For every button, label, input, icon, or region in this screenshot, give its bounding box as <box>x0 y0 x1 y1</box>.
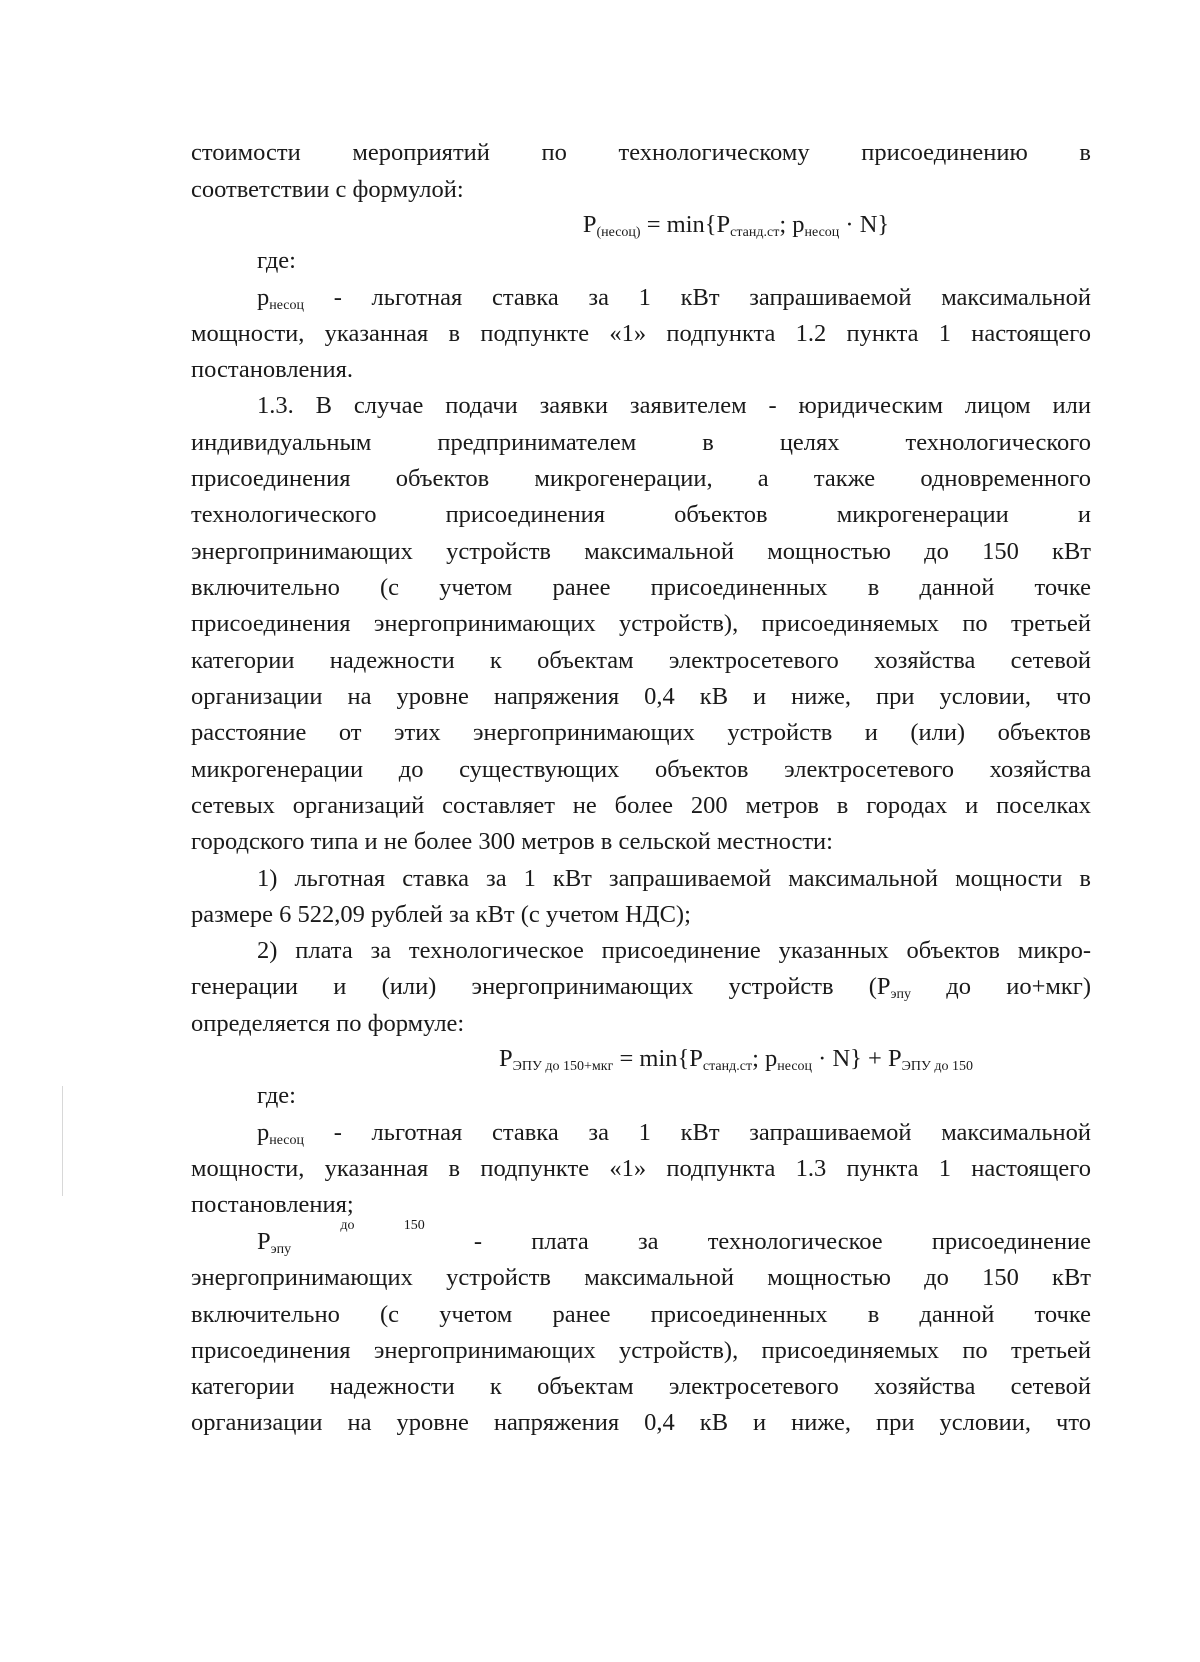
formula-2: $P_{ЭПУ до 150+мкг} = \min\{P_{станд.ст}$; $p_{несоц} \cdot N\} + P_{ЭПУ до 150}$ <box>499 1045 973 1074</box>
text-line: присоединения энергопринимающих устройств), присоединяемых по третьей <box>191 1337 1091 1364</box>
text-line: присоединения объектов микрогенерации, а также одновременного <box>191 465 1091 492</box>
text-line: технологического присоединения объектов микрогенерации и <box>191 501 1091 528</box>
text-line: организации на уровне напряжения 0,4 кВ и ниже, при условии, что <box>191 1409 1091 1436</box>
text-line: городского типа и не более 300 метров в сельской местности: <box>191 828 833 855</box>
text-line: категории надежности к объектам электросетевого хозяйства сетевой <box>191 647 1091 674</box>
text-line: энергопринимающих устройств максимальной мощностью до 150 кВт <box>191 538 1091 565</box>
item-1-line: 1) льготная ставка за 1 кВт запрашиваемой максимальной мощности в <box>257 865 1091 892</box>
where-label: где: <box>257 1082 296 1109</box>
text-line: расстояние от этих энергопринимающих устройств и (или) объектов <box>191 719 1091 746</box>
formula-1: $P_{(несоц)} = \min\{P_{станд.ст}$; $p_{несоц} \cdot N$} <box>582 211 890 240</box>
text-line: стоимости мероприятий по технологическому присоединению в <box>191 139 1091 166</box>
text-line: соответствии с формулой: <box>191 176 464 203</box>
text-line: индивидуальным предпринимателем в целях технологического <box>191 429 1091 456</box>
item-2-line: 2) плата за технологическое присоединение указанных объектов микро- <box>257 937 1091 964</box>
text-line: присоединения энергопринимающих устройств), присоединяемых по третьей <box>191 610 1091 637</box>
where-label: где: <box>257 247 296 274</box>
scan-artifact <box>62 1086 63 1196</box>
text-line: категории надежности к объектам электросетевого хозяйства сетевой <box>191 1373 1091 1400</box>
text-line: мощности, указанная в подпункте «1» подпункта 1.3 пункта 1 настоящего <box>191 1155 1091 1182</box>
text-line: организации на уровне напряжения 0,4 кВ и ниже, при условии, что <box>191 683 1091 710</box>
text-line: определяется по формуле: <box>191 1010 465 1037</box>
text-line: микрогенерации до существующих объектов электросетевого хозяйства <box>191 756 1091 783</box>
definition-line: $p_{несоц}$ - льготная ставка за 1 кВт запрашиваемой максимальной <box>257 284 1091 313</box>
text-line: включительно (с учетом ранее присоединенных в данной точке <box>191 1301 1091 1328</box>
section-1-3-line: 1.3. В случае подачи заявки заявителем - юридическим лицом или <box>257 392 1091 419</box>
text-line: сетевых организаций составляет не более 200 метров в городах и поселках <box>191 792 1091 819</box>
text-line: энергопринимающих устройств максимальной мощностью до 150 кВт <box>191 1264 1091 1291</box>
text-line: генерации и (или) энергопринимающих устройств ($P_{эпу}$ до ио+мкг) <box>191 973 1091 1002</box>
definition-line: $p_{несоц}$ - льготная ставка за 1 кВт запрашиваемой максимальной <box>257 1119 1091 1148</box>
definition-line: $P_{эпу}$ до 150 - плата за технологическое присоединение <box>257 1218 1091 1257</box>
text-line: включительно (с учетом ранее присоединенных в данной точке <box>191 574 1091 601</box>
text-line: постановления; <box>191 1191 354 1218</box>
text-line: размере 6 522,09 рублей за кВт (с учетом НДС); <box>191 901 691 928</box>
text-line: постановления. <box>191 356 354 383</box>
text-line: мощности, указанная в подпункте «1» подпункта 1.2 пункта 1 настоящего <box>191 320 1091 347</box>
